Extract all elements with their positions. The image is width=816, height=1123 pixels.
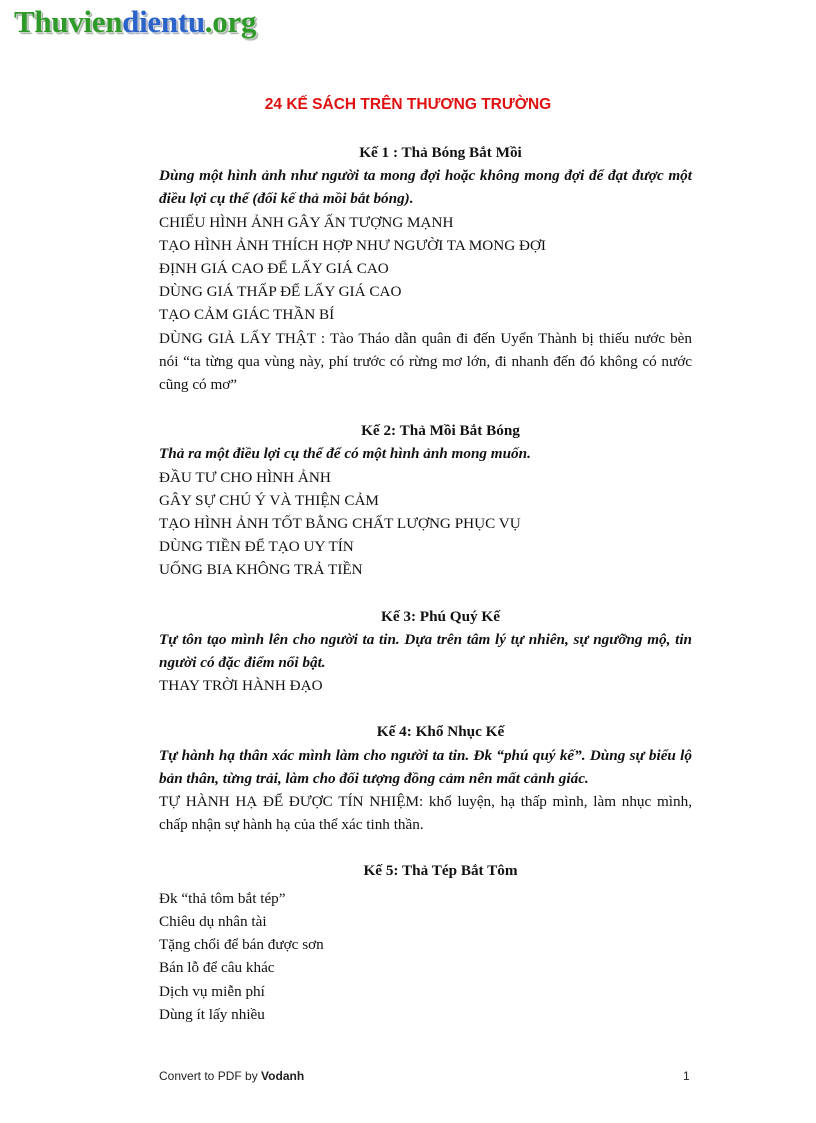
section-line: Tặng chổi để bán được sơn — [159, 936, 324, 954]
section-line: TẠO CẢM GIÁC THẦN BÍ — [159, 306, 335, 324]
section-line: Dịch vụ miễn phí — [159, 982, 265, 1000]
section-lead: Tự hành hạ thân xác mình làm cho người ta tin. Đk “phú quý kế”. Dùng sự biểu lộ bản thân, từng trải, làm cho đối tượng đồng cảm nên mất cảnh giác. — [159, 746, 692, 787]
section-line: TỰ HÀNH HẠ ĐỂ ĐƯỢC TÍN NHIỆM: khổ luyện, hạ thấp mình, làm nhục mình, chấp nhận sự hành hạ của thể xác tinh thần. — [159, 793, 692, 834]
section-ke-3 — [159, 605, 692, 698]
footer-author: Vodanh — [261, 1069, 305, 1083]
section-ke-5 — [159, 859, 692, 1025]
section-ke-2 — [159, 419, 692, 581]
footer-convert-text: Convert to PDF by — [159, 1069, 258, 1083]
section-line: TẠO HÌNH ẢNH THÍCH HỢP NHƯ NGƯỜI TA MONG ĐỢI — [159, 236, 546, 254]
section-lead: Dùng một hình ảnh như người ta mong đợi hoặc không mong đợi để đạt được một điều lợi cụ thể (đối kế thả mồi bắt bóng). — [159, 167, 692, 208]
section-line: DÙNG GIẢ LẤY THẬT : Tào Tháo dẫn quân đi đến Uyển Thành bị thiếu nước bèn nói “ta từng qua vùng này, phí trước có rừng mơ lớn, đi nhanh đến đó không có nước cũng có mơ” — [159, 329, 692, 394]
section-ke-4 — [159, 720, 692, 836]
section-heading: Kế 3: Phú Quý Kế — [381, 607, 500, 625]
section-line: ĐỊNH GIÁ CAO ĐỂ LẤY GIÁ CAO — [159, 260, 389, 278]
section-line: Chiêu dụ nhân tài — [159, 912, 267, 930]
document-title: 24 KẾ SÁCH TRÊN THƯƠNG TRƯỜNG — [264, 96, 552, 113]
logo-part-dientu: dientu — [122, 4, 205, 39]
section-line: Dùng ít lấy nhiều — [159, 1005, 265, 1023]
section-heading: Kế 2: Thả Mồi Bắt Bóng — [361, 422, 520, 440]
section-ke-1 — [159, 141, 692, 396]
section-line: Đk “thả tôm bắt tép” — [159, 889, 286, 907]
section-line: DÙNG TIỀN ĐỂ TẠO UY TÍN — [159, 538, 354, 556]
section-lead: Thả ra một điều lợi cụ thể để có một hình ảnh mong muốn. — [159, 445, 531, 463]
section-line: TẠO HÌNH ẢNH TỐT BẰNG CHẤT LƯỢNG PHỤC VỤ — [159, 515, 521, 533]
section-line: UỐNG BIA KHÔNG TRẢ TIỀN — [159, 561, 363, 579]
section-line: DÙNG GIÁ THẤP ĐỂ LẤY GIÁ CAO — [159, 283, 402, 301]
section-line: GÂY SỰ CHÚ Ý VÀ THIỆN CẢM — [159, 491, 379, 509]
section-line: CHIẾU HÌNH ẢNH GÂY ẤN TƯỢNG MẠNH — [159, 213, 454, 231]
section-line: ĐẦU TƯ CHO HÌNH ẢNH — [159, 468, 331, 486]
section-heading: Kế 1 : Thả Bóng Bắt Mồi — [359, 144, 522, 161]
section-heading: Kế 5: Thả Tép Bắt Tôm — [363, 862, 518, 880]
logo-part-org: .org — [204, 4, 257, 39]
section-lead: Tự tôn tạo mình lên cho người ta tin. Dựa trên tâm lý tự nhiên, sự ngưỡng mộ, tin người có đặc điểm nổi bật. — [159, 630, 692, 672]
section-line: THAY TRỜI HÀNH ĐẠO — [159, 677, 323, 695]
site-logo — [14, 4, 256, 40]
section-heading: Kế 4: Khổ Nhục Kế — [376, 723, 505, 741]
section-line: Bán lỗ để câu khác — [159, 959, 275, 977]
page-number: 1 — [683, 1069, 690, 1083]
logo-part-thuvien: Thuvien — [14, 4, 123, 39]
footer-credit — [159, 1069, 304, 1083]
document-body — [159, 141, 692, 1049]
